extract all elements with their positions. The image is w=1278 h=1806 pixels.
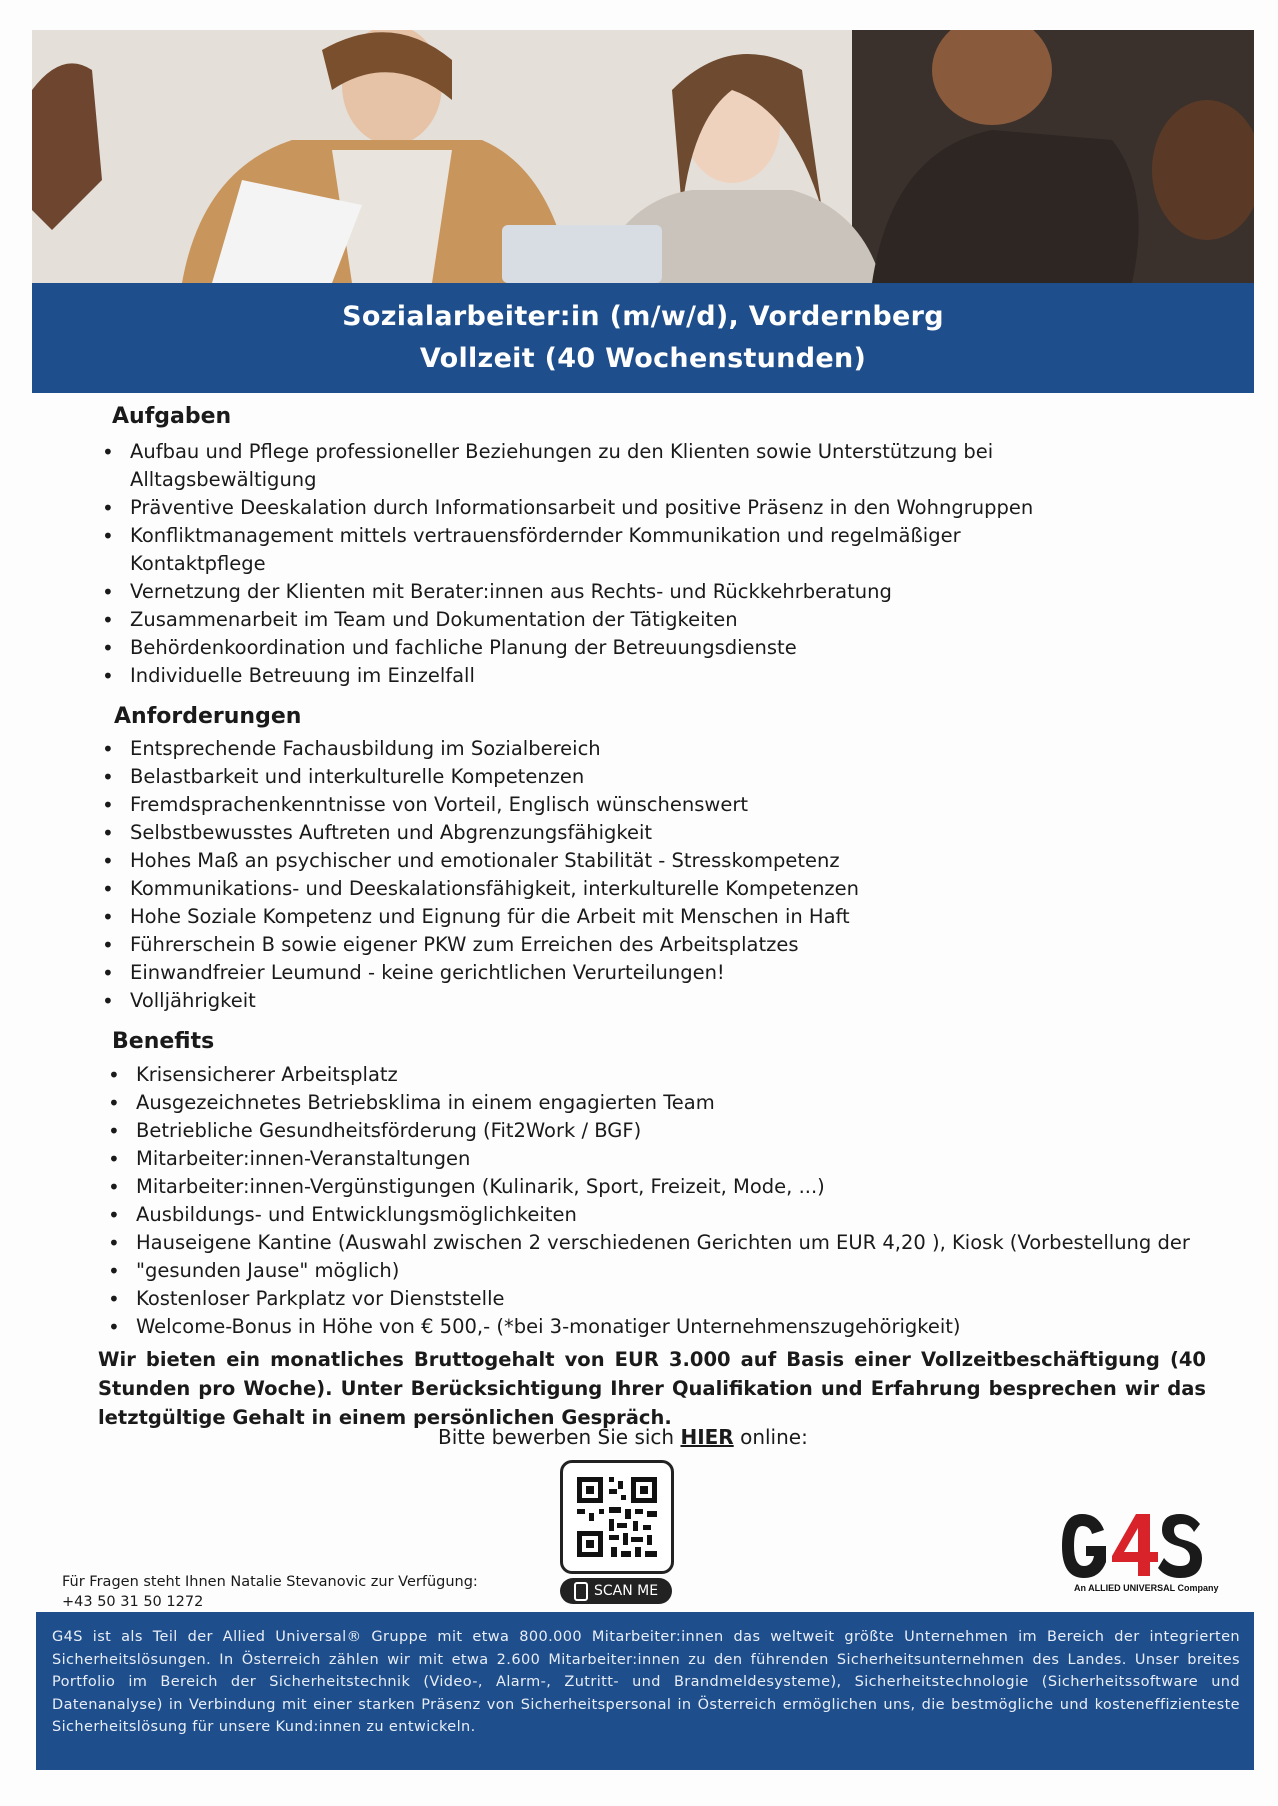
list-item: • Selbstbewusstes Auftreten und Abgrenzungsfähigkeit (102, 819, 1102, 847)
anforderungen-list (102, 735, 1102, 1015)
apply-suffix: online: (733, 1425, 808, 1449)
contact-info (62, 1572, 478, 1612)
list-item: • Betriebliche Gesundheitsförderung (Fit2Work / BGF) (108, 1117, 1228, 1145)
footer-band (36, 1612, 1254, 1770)
aufgaben-list (102, 438, 1062, 690)
qr-code[interactable] (560, 1460, 674, 1574)
list-item: • Einwandfreier Leumund - keine gerichtlichen Verurteilungen! (102, 959, 1102, 987)
apply-line (438, 1425, 808, 1449)
list-item: • Führerschein B sowie eigener PKW zum Erreichen des Arbeitsplatzes (102, 931, 1102, 959)
list-item: • Belastbarkeit und interkulturelle Kompetenzen (102, 763, 1102, 791)
list-item: • Entsprechende Fachausbildung im Sozialbereich (102, 735, 1102, 763)
qr-code-icon (563, 1463, 671, 1571)
logo-tagline: An ALLIED UNIVERSAL Company (1074, 1583, 1219, 1593)
contact-phone[interactable]: +43 50 31 50 1272 (62, 1594, 204, 1610)
list-item: • Ausbildungs- und Entwicklungsmöglichkeiten (108, 1201, 1228, 1229)
benefits-list (108, 1061, 1228, 1341)
list-item: • Fremdsprachenkenntnisse von Vorteil, Englisch wünschenswert (102, 791, 1102, 819)
list-item: • Individuelle Betreuung im Einzelfall (102, 662, 1062, 690)
list-item: • Behördenkoordination und fachliche Planung der Betreuungsdienste (102, 634, 1062, 662)
list-item: • Hohes Maß an psychischer und emotionaler Stabilität - Stresskompetenz (102, 847, 1102, 875)
anforderungen-heading: Anforderungen (114, 704, 302, 729)
company-description: G4S ist als Teil der Allied Universal® Gruppe mit etwa 800.000 Mitarbeiter:innen das weltweit größte Unternehmen im Bereich der integrierten Sicherheitslösungen. In Österreich zählen wir mit etwa 2.600 Mitarbeiter:innen zu den führenden Sicherheitsunternehmen des Landes. Unser breites Portfolio im Bereich der Sicherheitstechnik (Video-, Alarm-, Zutritt- und Brandmeldesysteme), Sicherheitstechnologie (Sicherheitssoftware und Datenanalyse) in Verbindung mit einer starken Präsenz von Sicherheitspersonal in Österreich ermöglichen uns, die bestmögliche und kosteneffizienteste Sicherheitslösung für unsere Kund:innen zu entwickeln. (52, 1629, 1240, 1735)
list-item: • Konfliktmanagement mittels vertrauensfördernder Kommunikation und regelmäßiger Kontaktpflege (102, 522, 1062, 578)
scan-me-button[interactable] (560, 1578, 672, 1604)
hero-photo (32, 30, 1254, 283)
list-item: • Aufbau und Pflege professioneller Beziehungen zu den Klienten sowie Unterstützung bei Alltagsbewältigung (102, 438, 1062, 494)
list-item: • Ausgezeichnetes Betriebsklima in einem engagierten Team (108, 1089, 1228, 1117)
list-item: • "gesunden Jause" möglich) (108, 1257, 1228, 1285)
list-item: • Hauseigene Kantine (Auswahl zwischen 2 verschiedenen Gerichten um EUR 4,20 ), Kiosk (Vorbestellung der (108, 1229, 1228, 1257)
job-hours: Vollzeit (40 Wochenstunden) (419, 343, 867, 374)
list-item: • Mitarbeiter:innen-Veranstaltungen (108, 1145, 1228, 1173)
contact-line: Für Fragen steht Ihnen Natalie Stevanovic zur Verfügung: (62, 1574, 478, 1590)
benefits-heading: Benefits (112, 1029, 215, 1054)
aufgaben-heading: Aufgaben (112, 404, 232, 429)
g4s-logo-icon (1058, 1500, 1208, 1590)
list-item: • Krisensicherer Arbeitsplatz (108, 1061, 1228, 1089)
list-item: • Kommunikations- und Deeskalationsfähigkeit, interkulturelle Kompetenzen (102, 875, 1102, 903)
list-item: • Volljährigkeit (102, 987, 1102, 1015)
list-item: • Präventive Deeskalation durch Informationsarbeit und positive Präsenz in den Wohngruppen (102, 494, 1062, 522)
apply-link[interactable]: HIER (680, 1425, 734, 1449)
hero-photo-art (32, 30, 1254, 283)
phone-icon (574, 1582, 588, 1601)
job-title: Sozialarbeiter:in (m/w/d), Vordernberg (342, 301, 944, 332)
scan-me-label: SCAN ME (593, 1583, 659, 1599)
list-item: • Zusammenarbeit im Team und Dokumentation der Tätigkeiten (102, 606, 1062, 634)
list-item: • Kostenloser Parkplatz vor Dienststelle (108, 1285, 1228, 1313)
list-item: • Vernetzung der Klienten mit Berater:innen aus Rechts- und Rückkehrberatung (102, 578, 1062, 606)
list-item: • Hohe Soziale Kompetenz und Eignung für die Arbeit mit Menschen in Haft (102, 903, 1102, 931)
list-item: • Mitarbeiter:innen-Vergünstigungen (Kulinarik, Sport, Freizeit, Mode, ...) (108, 1173, 1228, 1201)
g4s-logo (1058, 1500, 1208, 1596)
apply-prefix: Bitte bewerben Sie sich (438, 1425, 681, 1449)
list-item: • Welcome-Bonus in Höhe von € 500,- (*bei 3-monatiger Unternehmenszugehörigkeit) (108, 1313, 1228, 1341)
title-band (32, 283, 1254, 393)
salary-paragraph: Wir bieten ein monatliches Bruttogehalt von EUR 3.000 auf Basis einer Vollzeitbeschäftigung (40 Stunden pro Woche). Unter Berücksichtigung Ihrer Qualifikation und Erfahrung besprechen wir das letztgültige Gehalt in einem persönlichen Gespräch. (98, 1348, 1206, 1429)
